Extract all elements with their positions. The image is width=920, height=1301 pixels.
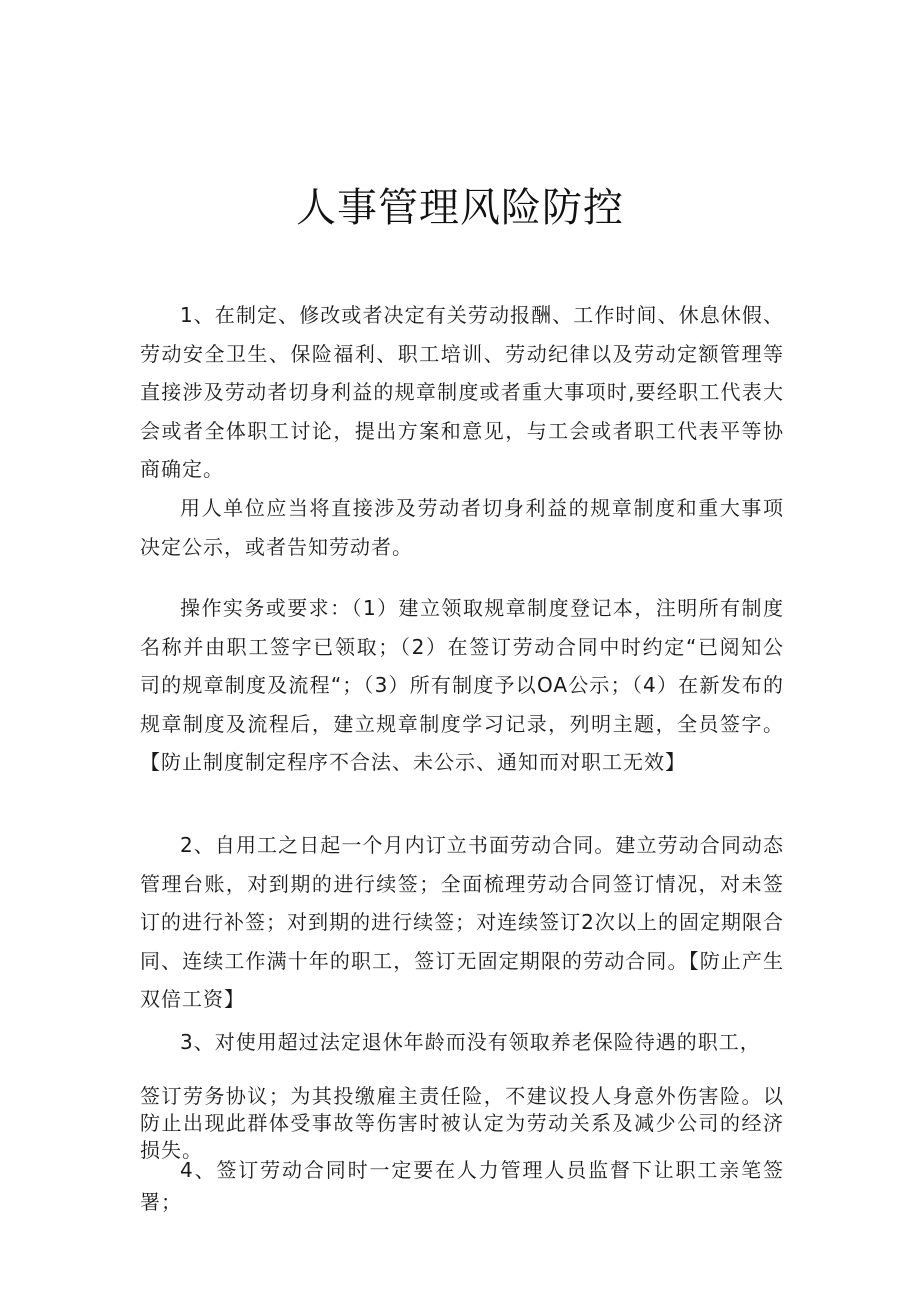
- paragraph-6: [140, 1154, 784, 1218]
- paragraph-text: 1、在制定、修改或者决定有关劳动报酬、工作时间、休息休假、劳动安全卫生、保险福利、职工培训、劳动纪律以及劳动定额管理等直接涉及劳动者切身利益的规章制度或者重大事项时,要经职工代表大会或者全体职工讨论，提出方案和意见，与工会或者职工代表平等协商确定。: [140, 303, 784, 481]
- document-title: 人事管理风险防控: [296, 185, 624, 231]
- paragraph-text: 4、签订劳动合同时一定要在人力管理人员监督下让职工亲笔签署；: [140, 1158, 784, 1214]
- paragraph-text: 3、对使用超过法定退休年龄而没有领取养老保险待遇的职工，: [180, 1030, 761, 1054]
- paragraph-5-first-line: [140, 1026, 784, 1058]
- paragraph-text: 2、自用工之日起一个月内订立书面劳动合同。建立劳动合同动态管理台账，对到期的进行续签；全面梳理劳动合同签订情况，对未签订的进行补签；对到期的进行续签；对连续签订2次以上的固定期限合同、连续工作满十年的职工，签订无固定期限的劳动合同。【防止产生双倍工资】: [140, 833, 784, 1011]
- paragraph-1: [140, 296, 784, 489]
- paragraph-text: 签订劳务协议；为其投缴雇主责任险，不建议投人身意外伤害险。以防止出现此群体受事故等伤害时被认定为劳动关系及减少公司的经济损失。: [140, 1084, 784, 1162]
- paragraph-4: [140, 826, 784, 1019]
- paragraph-text: 操作实务或要求：（1）建立领取规章制度登记本，注明所有制度名称并由职工签字已领取；（2）在签订劳动合同中时约定“已阅知公司的规章制度及流程“；（3）所有制度予以OA公示；（4）在新发布的规章制度及流程后，建立规章制度学习记录，列明主题，全员签字。【防止制度制定程序不合法、未公示、通知而对职工无效】: [140, 596, 784, 774]
- paragraph-text: 用人单位应当将直接涉及劳动者切身利益的规章制度和重大事项决定公示，或者告知劳动者。: [140, 496, 784, 559]
- paragraph-5-continuation: [140, 1083, 784, 1164]
- paragraph-3: [140, 589, 784, 782]
- paragraph-2: [140, 489, 784, 566]
